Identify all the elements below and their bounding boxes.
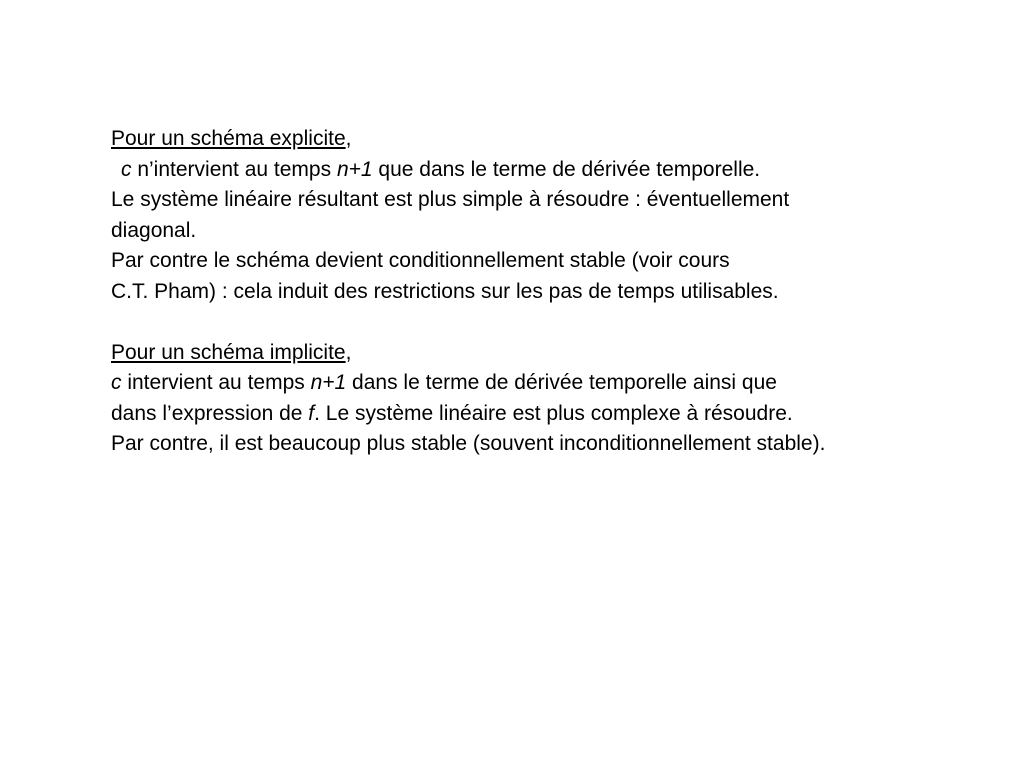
implicit-line-2-text-b: . Le système linéaire est plus complexe à résoudre. <box>314 401 793 425</box>
slide-text-block <box>111 124 1011 460</box>
explicit-var-c: c <box>121 157 132 181</box>
explicit-heading-line <box>111 124 1011 155</box>
explicit-line-1-text-b: que dans le terme de dérivée temporelle. <box>372 157 761 181</box>
explicit-heading: Pour un schéma explicite <box>111 127 346 150</box>
implicit-heading-line <box>111 338 1011 369</box>
explicit-line-1 <box>111 155 1011 186</box>
explicit-heading-punct: , <box>345 127 352 150</box>
explicit-line-5: C.T. Pham) : cela induit des restrictions sur les pas de temps utilisables. <box>111 279 779 303</box>
implicit-heading-punct: , <box>345 340 352 364</box>
implicit-line-1-text-b: dans le terme de dérivée temporelle ainsi que <box>346 371 777 394</box>
implicit-func-f: f <box>308 401 315 425</box>
implicit-line-3: Par contre, il est beaucoup plus stable (souvent inconditionnellement stable). <box>111 432 826 455</box>
paragraph-gap <box>111 307 1011 338</box>
implicit-var-c: c <box>111 371 122 394</box>
implicit-line-1-text-a: intervient au temps <box>121 371 311 394</box>
implicit-time-step: n+1 <box>310 371 347 394</box>
implicit-line-2-text-a: dans l’expression de <box>111 401 309 425</box>
explicit-line-1-text-a: n’intervient au temps <box>131 157 337 181</box>
explicit-line-4: Par contre le schéma devient conditionnellement stable (voir cours <box>111 249 730 272</box>
explicit-line-2: Le système linéaire résultant est plus simple à résoudre : éventuellement <box>111 188 790 211</box>
explicit-time-step: n+1 <box>336 157 373 181</box>
implicit-heading: Pour un schéma implicite <box>111 340 346 364</box>
implicit-line-2 <box>111 399 1011 430</box>
explicit-line-3: diagonal. <box>111 218 197 242</box>
implicit-line-1 <box>111 368 1011 399</box>
